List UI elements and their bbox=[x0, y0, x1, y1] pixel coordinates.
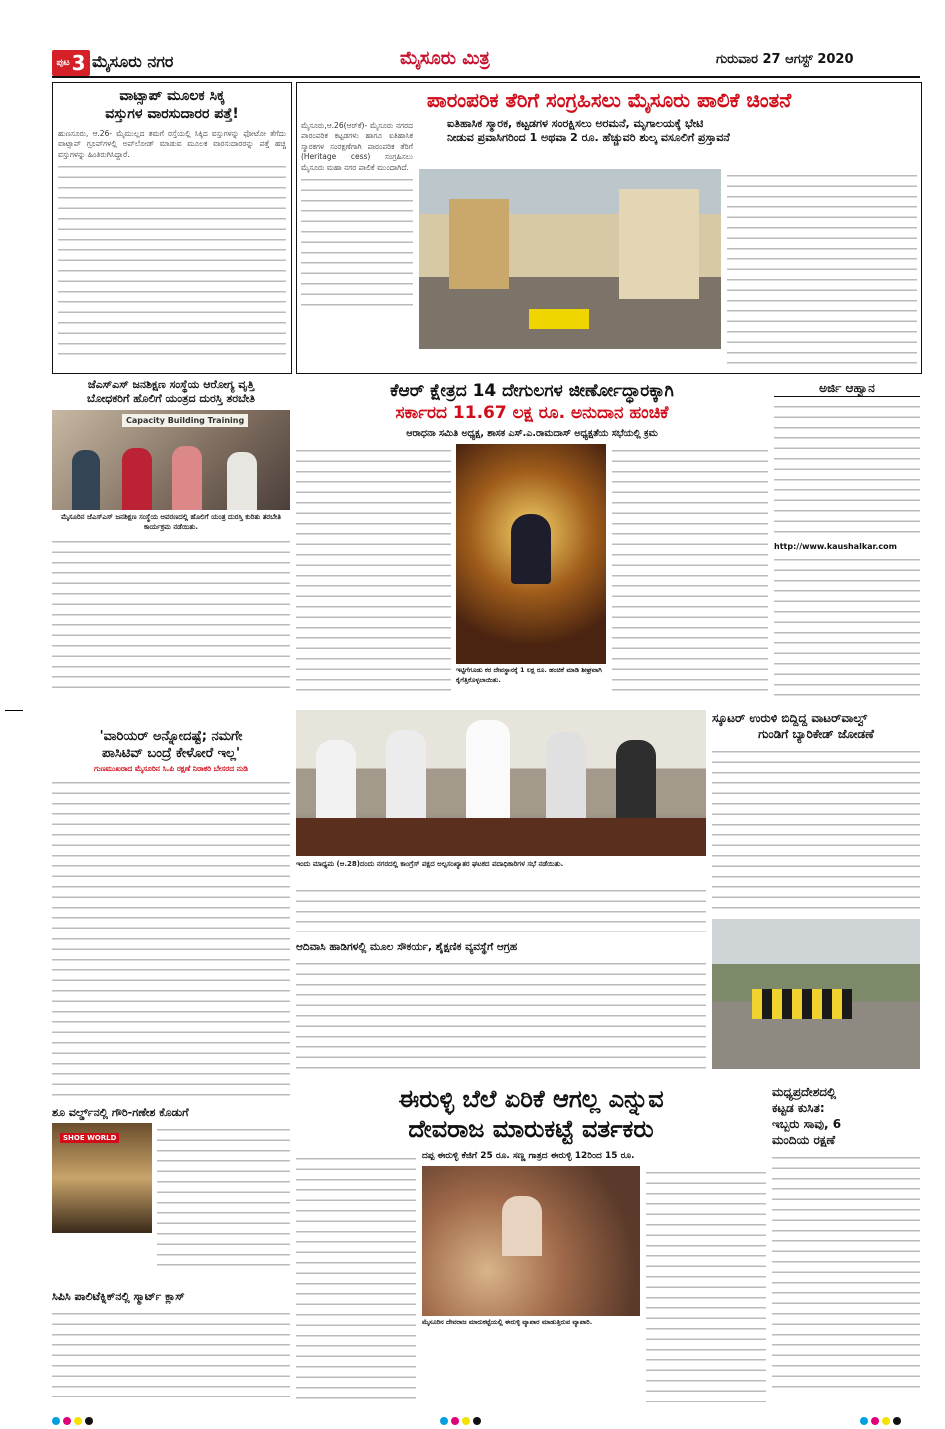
masthead: ಮೈಸೂರು ಮಿತ್ರ bbox=[400, 48, 490, 69]
onion-headline-1: ಈರುಳ್ಳಿ ಬೆಲೆ ಏರಿಕೆ ಆಗಲ್ಲ ಎನ್ನುವ bbox=[398, 1085, 664, 1113]
person-shape bbox=[386, 730, 426, 820]
building-shape bbox=[619, 189, 699, 299]
mp-headline-2: ಕಟ್ಟಡ ಕುಸಿತ: bbox=[772, 1101, 825, 1115]
body-text-block bbox=[58, 160, 286, 360]
person-shape bbox=[122, 448, 152, 510]
whatsapp-story bbox=[52, 82, 292, 374]
onion-story bbox=[296, 1084, 766, 1406]
warrior-deck: ಗುಣಮುಖರಾದ ಮೈಸೂರಿನ ಸಿ.ಪಿ ರಕ್ಷಣೆ ನಿರಾಕರಿ ಬೇಸರದ ನುಡಿ bbox=[94, 764, 248, 773]
header-rule bbox=[52, 76, 920, 78]
whatsapp-dateline: ಹುಣಸೂರು, ಆ.26- ಮೈಮುಲ್ಲದ ತಮಗೆ ರಸ್ತೆಯಲ್ಲಿ ಸಿಕ್ಕಿದ ವಸ್ತುಗಳನ್ನು ಫೋಟೋ ತೆಗೆದು ವಾಟ್ಸಾಪ್ ಗ್ರೂಪ್‌ಗಳಲ್ಲಿ ಅಪ್‌ಲೋಡ್ ಮಾಡುವ ಮೂಲಕ ವಾರಸುದಾರರನ್ನು ಪತ್ತೆ ಹಚ್ಚಿ ವಸ್ತುಗಳನ್ನು ಹಿಂತಿರುಗಿಸಿದ್ದಾರೆ. bbox=[58, 129, 286, 159]
body-text-block bbox=[52, 1307, 290, 1397]
section-title: ಮೈಸೂರು ನಗರ bbox=[92, 52, 174, 71]
onion-headline-2: ದೇವರಾಜ ಮಾರುಕಟ್ಟೆ ವರ್ತಕರು bbox=[408, 1115, 654, 1143]
tribal-story bbox=[296, 940, 706, 1076]
mp-headline-3: ಇಬ್ಬರು ಸಾವು, 6 bbox=[772, 1117, 842, 1131]
body-text-block bbox=[612, 444, 768, 694]
temples-story bbox=[296, 380, 768, 702]
body-text-block bbox=[296, 444, 451, 694]
person-shape bbox=[546, 732, 586, 820]
lead-col-1 bbox=[301, 121, 413, 313]
mp-headline-1: ಮಧ್ಯಪ್ರದೇಶದಲ್ಲಿ bbox=[772, 1085, 837, 1099]
body-text-block bbox=[301, 173, 413, 313]
arji-story bbox=[774, 380, 920, 702]
mp-story bbox=[772, 1084, 920, 1406]
lead-story bbox=[296, 82, 922, 374]
arji-headline: ಅರ್ಜಿ ಆಹ್ವಾನ bbox=[774, 380, 920, 397]
scooter-headline-2: ಗುಂಡಿಗೆ ಬ್ಯಾರಿಕೇಡ್ ಜೋಡಣೆ bbox=[758, 727, 874, 741]
person-shape bbox=[227, 452, 257, 510]
temples-deck: ಆರಾಧನಾ ಸಮಿತಿ ಅಧ್ಯಕ್ಷ, ಶಾಸಕ ಎಸ್.ಎ.ರಾಮದಾಸ್ ಅಧ್ಯಕ್ಷತೆಯ ಸಭೆಯಲ್ಲಿ ಕ್ರಮ bbox=[406, 428, 658, 439]
whatsapp-headline-1: ವಾಟ್ಸಾಪ್ ಮೂಲಕ ಸಿಕ್ಕ bbox=[119, 88, 225, 104]
jss-headline-1: ಜೆಎಸ್‌ಎಸ್ ಜನಶಿಕ್ಷಣ ಸಂಸ್ಥೆಯ ಆರೋಗ್ಯ ವೃತ್ತಿ bbox=[87, 378, 255, 391]
onion-photo bbox=[422, 1166, 640, 1316]
page-number-box bbox=[52, 50, 90, 76]
warrior-story bbox=[52, 728, 290, 1100]
cipic-story bbox=[52, 1290, 290, 1406]
idol-shape bbox=[511, 514, 551, 584]
person-shape bbox=[466, 720, 510, 820]
page-number: 3 bbox=[71, 51, 86, 75]
registration-marks bbox=[860, 1410, 904, 1429]
body-text-block bbox=[727, 169, 917, 369]
registration-marks bbox=[440, 1410, 484, 1429]
whatsapp-headline-2: ವಸ್ತುಗಳ ವಾರಸುದಾರರ ಪತ್ತೆ! bbox=[105, 106, 239, 122]
body-text-block bbox=[712, 745, 920, 915]
body-text-block bbox=[296, 884, 706, 932]
temples-subhead: ಸರ್ಕಾರದ 11.67 ಲಕ್ಷ ರೂ. ಅನುದಾನ ಹಂಚಿಕೆ bbox=[395, 403, 669, 423]
scooter-headline-1: ಸ್ಕೂಟರ್ ಉರುಳಿ ಬಿದ್ದಿದ್ದ ವಾಟರ್‌ವಾಲ್ವ್ bbox=[712, 711, 868, 725]
lead-deck-1: ಐತಿಹಾಸಿಕ ಸ್ಮಾರಕ, ಕಟ್ಟಡಗಳ ಸಂರಕ್ಷಿಸಲು ಅರಮನೆ, ಮೃಗಾಲಯಕ್ಕೆ ಭೇಟಿ bbox=[447, 117, 704, 130]
person-shape bbox=[72, 450, 100, 510]
temple-photo bbox=[456, 444, 606, 664]
whatsapp-body bbox=[53, 123, 291, 366]
warrior-headline-2: ಪಾಸಿಟಿವ್ ಬಂದ್ರೆ ಕೇಳೋರೆ ಇಲ್ಲ' bbox=[101, 746, 241, 761]
body-text-block bbox=[157, 1123, 290, 1273]
building-shape bbox=[449, 199, 509, 289]
body-text-block bbox=[52, 776, 290, 1096]
jss-caption: ಮೈಸೂರಿನ ಜೆಎಸ್‌ಎಸ್ ಜನಶಿಕ್ಷಣ ಸಂಸ್ಥೆಯ ಆವರಣದಲ್ಲಿ ಹೊಲಿಗೆ ಯಂತ್ರ ದುರಸ್ತಿ ಕುರಿತು ತರಬೇತಿ ಕಾರ್ಯಕ್ರಮ ನಡೆಯಿತು. bbox=[61, 513, 281, 531]
jss-story bbox=[52, 378, 290, 698]
person-shape bbox=[616, 740, 656, 820]
scooter-story bbox=[712, 710, 920, 1100]
barricade-shape bbox=[752, 989, 852, 1019]
page-label: ಪುಟ bbox=[56, 58, 70, 68]
lead-headline: ಪಾರಂಪರಿಕ ತೆರಿಗೆ ಸಂಗ್ರಹಿಸಲು ಮೈಸೂರು ಪಾಲಿಕೆ ಚಿಂತನೆ bbox=[426, 88, 792, 112]
barricade-photo bbox=[712, 919, 920, 1069]
jss-photo bbox=[52, 410, 290, 510]
vendor-shape bbox=[502, 1196, 542, 1256]
showroom-photo bbox=[52, 1123, 152, 1233]
meeting-caption: ಇಂದು ಮಾಧ್ಯಮ (ಆ.28)ದಂದು ನಗರದಲ್ಲಿ ಕಾಂಗ್ರೆಸ್ ಪಕ್ಷದ ಅಲ್ಪಸಂಖ್ಯಾತರ ಘಟಕದ ಪದಾಧಿಕಾರಿಗಳ ಸಭೆ ನಡೆಯಿತು. bbox=[296, 860, 564, 868]
body-text-block bbox=[296, 957, 706, 1073]
body-text-block bbox=[296, 1152, 416, 1402]
issue-date: ಗುರುವಾರ 27 ಆಗಸ್ಟ್ 2020 bbox=[716, 52, 854, 67]
onion-caption: ಮೈಸೂರಿನ ದೇವರಾಜ ಮಾರುಕಟ್ಟೆಯಲ್ಲಿ ಈರುಳ್ಳಿ ವ್ಯಾಪಾರ ಮಾಡುತ್ತಿರುವ ವ್ಯಾಪಾರಿ. bbox=[422, 1318, 593, 1326]
warrior-headline-1: 'ವಾರಿಯರ್ ಅನ್ನೋದಷ್ಟೆ; ನಮಗೇ bbox=[99, 729, 243, 744]
cipic-headline: ಸಿಪಿಸಿ ಪಾಲಿಟೆಕ್ನಿಕ್‌ನಲ್ಲಿ ಸ್ಮಾರ್ಟ್ ಕ್ಲಾಸ್ bbox=[52, 1290, 185, 1303]
photo-banner: Capacity Building Training bbox=[122, 414, 248, 427]
temples-caption: ಇಟ್ಟಿಗೆಗೂಡು ಕರ ದೇವಸ್ಥಾನಕ್ಕೆ 1 ಲಕ್ಷ ರೂ. ಹಂಚಿಕೆ ಮಾಡಿ ಶೀಘ್ರವಾಗಿ ಕೈಗೆತ್ತಿಕೊಳ್ಳಲಾಯಿತು. bbox=[456, 666, 602, 684]
showroom-headline: ಶೂ ವರ್ಲ್ಡ್‌ನಲ್ಲಿ ಗೌರಿ-ಗಣೇಶ ಕೊಡುಗೆ bbox=[52, 1106, 189, 1119]
onion-deck: ದಪ್ಪ ಈರುಳ್ಳಿ ಕೆಜಿಗೆ 25 ರೂ. ಸಣ್ಣ ಗಾತ್ರದ ಈರುಳ್ಳಿ 12ರಿಂದ 15 ರೂ. bbox=[422, 1151, 635, 1161]
crop-mark bbox=[5, 710, 23, 711]
body-text-block bbox=[774, 400, 920, 540]
registration-marks bbox=[52, 1410, 96, 1429]
jss-headline-2: ಬೋಧಕರಿಗೆ ಹೊಲಿಗೆ ಯಂತ್ರದ ದುರಸ್ತಿ ತರಬೇತಿ bbox=[86, 392, 256, 405]
street-photo bbox=[419, 169, 721, 349]
person-shape bbox=[172, 446, 202, 510]
mp-headline-4: ಮಂದಿಯ ರಕ್ಷಣೆ bbox=[772, 1133, 836, 1147]
body-text-block bbox=[774, 553, 920, 702]
showroom-story bbox=[52, 1106, 290, 1284]
meeting-photo bbox=[296, 710, 706, 856]
body-text-block bbox=[646, 1166, 766, 1402]
vehicle-shape bbox=[529, 309, 589, 329]
lead-dateline: ಮೈಸೂರು,ಆ.26(ಆರ್‌ಕೆ)- ಮೈಸೂರು ನಗರದ ಪಾರಂಪರಿಕ ಕಟ್ಟಡಗಳು ಹಾಗೂ ಐತಿಹಾಸಿಕ ಸ್ಮಾರಕಗಳ ಸಂರಕ್ಷಣೆಗಾಗಿ ಪಾರಂಪರಿಕ ತೆರಿಗೆ (Heritage cess) ಸಂಗ್ರಹಿಸಲು ಮೈಸೂರು ಮಹಾ ನಗರ ಪಾಲಿಕೆ ಮುಂದಾಗಿದೆ. bbox=[301, 121, 413, 172]
arji-website: http://www.kaushalkar.com bbox=[774, 542, 897, 551]
lead-deck-2: ನೀಡುವ ಪ್ರವಾಸಿಗರಿಂದ 1 ಅಥವಾ 2 ರೂ. ಹೆಚ್ಚುವರಿ ಶುಲ್ಕ ವಸೂಲಿಗೆ ಪ್ರಸ್ತಾವನೆ bbox=[447, 131, 730, 144]
person-shape bbox=[316, 740, 356, 820]
body-text-block bbox=[772, 1151, 920, 1391]
shop-sign: SHOE WORLD bbox=[60, 1133, 119, 1143]
tribal-headline: ಆದಿವಾಸಿ ಹಾಡಿಗಳಲ್ಲಿ ಮೂಲ ಸೌಕರ್ಯ, ಶೈಕ್ಷಣಿಕ ವ್ಯವಸ್ಥೆಗೆ ಆಗ್ರಹ bbox=[296, 941, 518, 953]
temples-headline: ಕೆಆರ್ ಕ್ಷೇತ್ರದ 14 ದೇಗುಲಗಳ ಜೀರ್ಣೋದ್ಧಾರಕ್ಕಾಗಿ bbox=[390, 381, 674, 401]
table-shape bbox=[296, 818, 706, 856]
body-text-block bbox=[52, 535, 290, 695]
